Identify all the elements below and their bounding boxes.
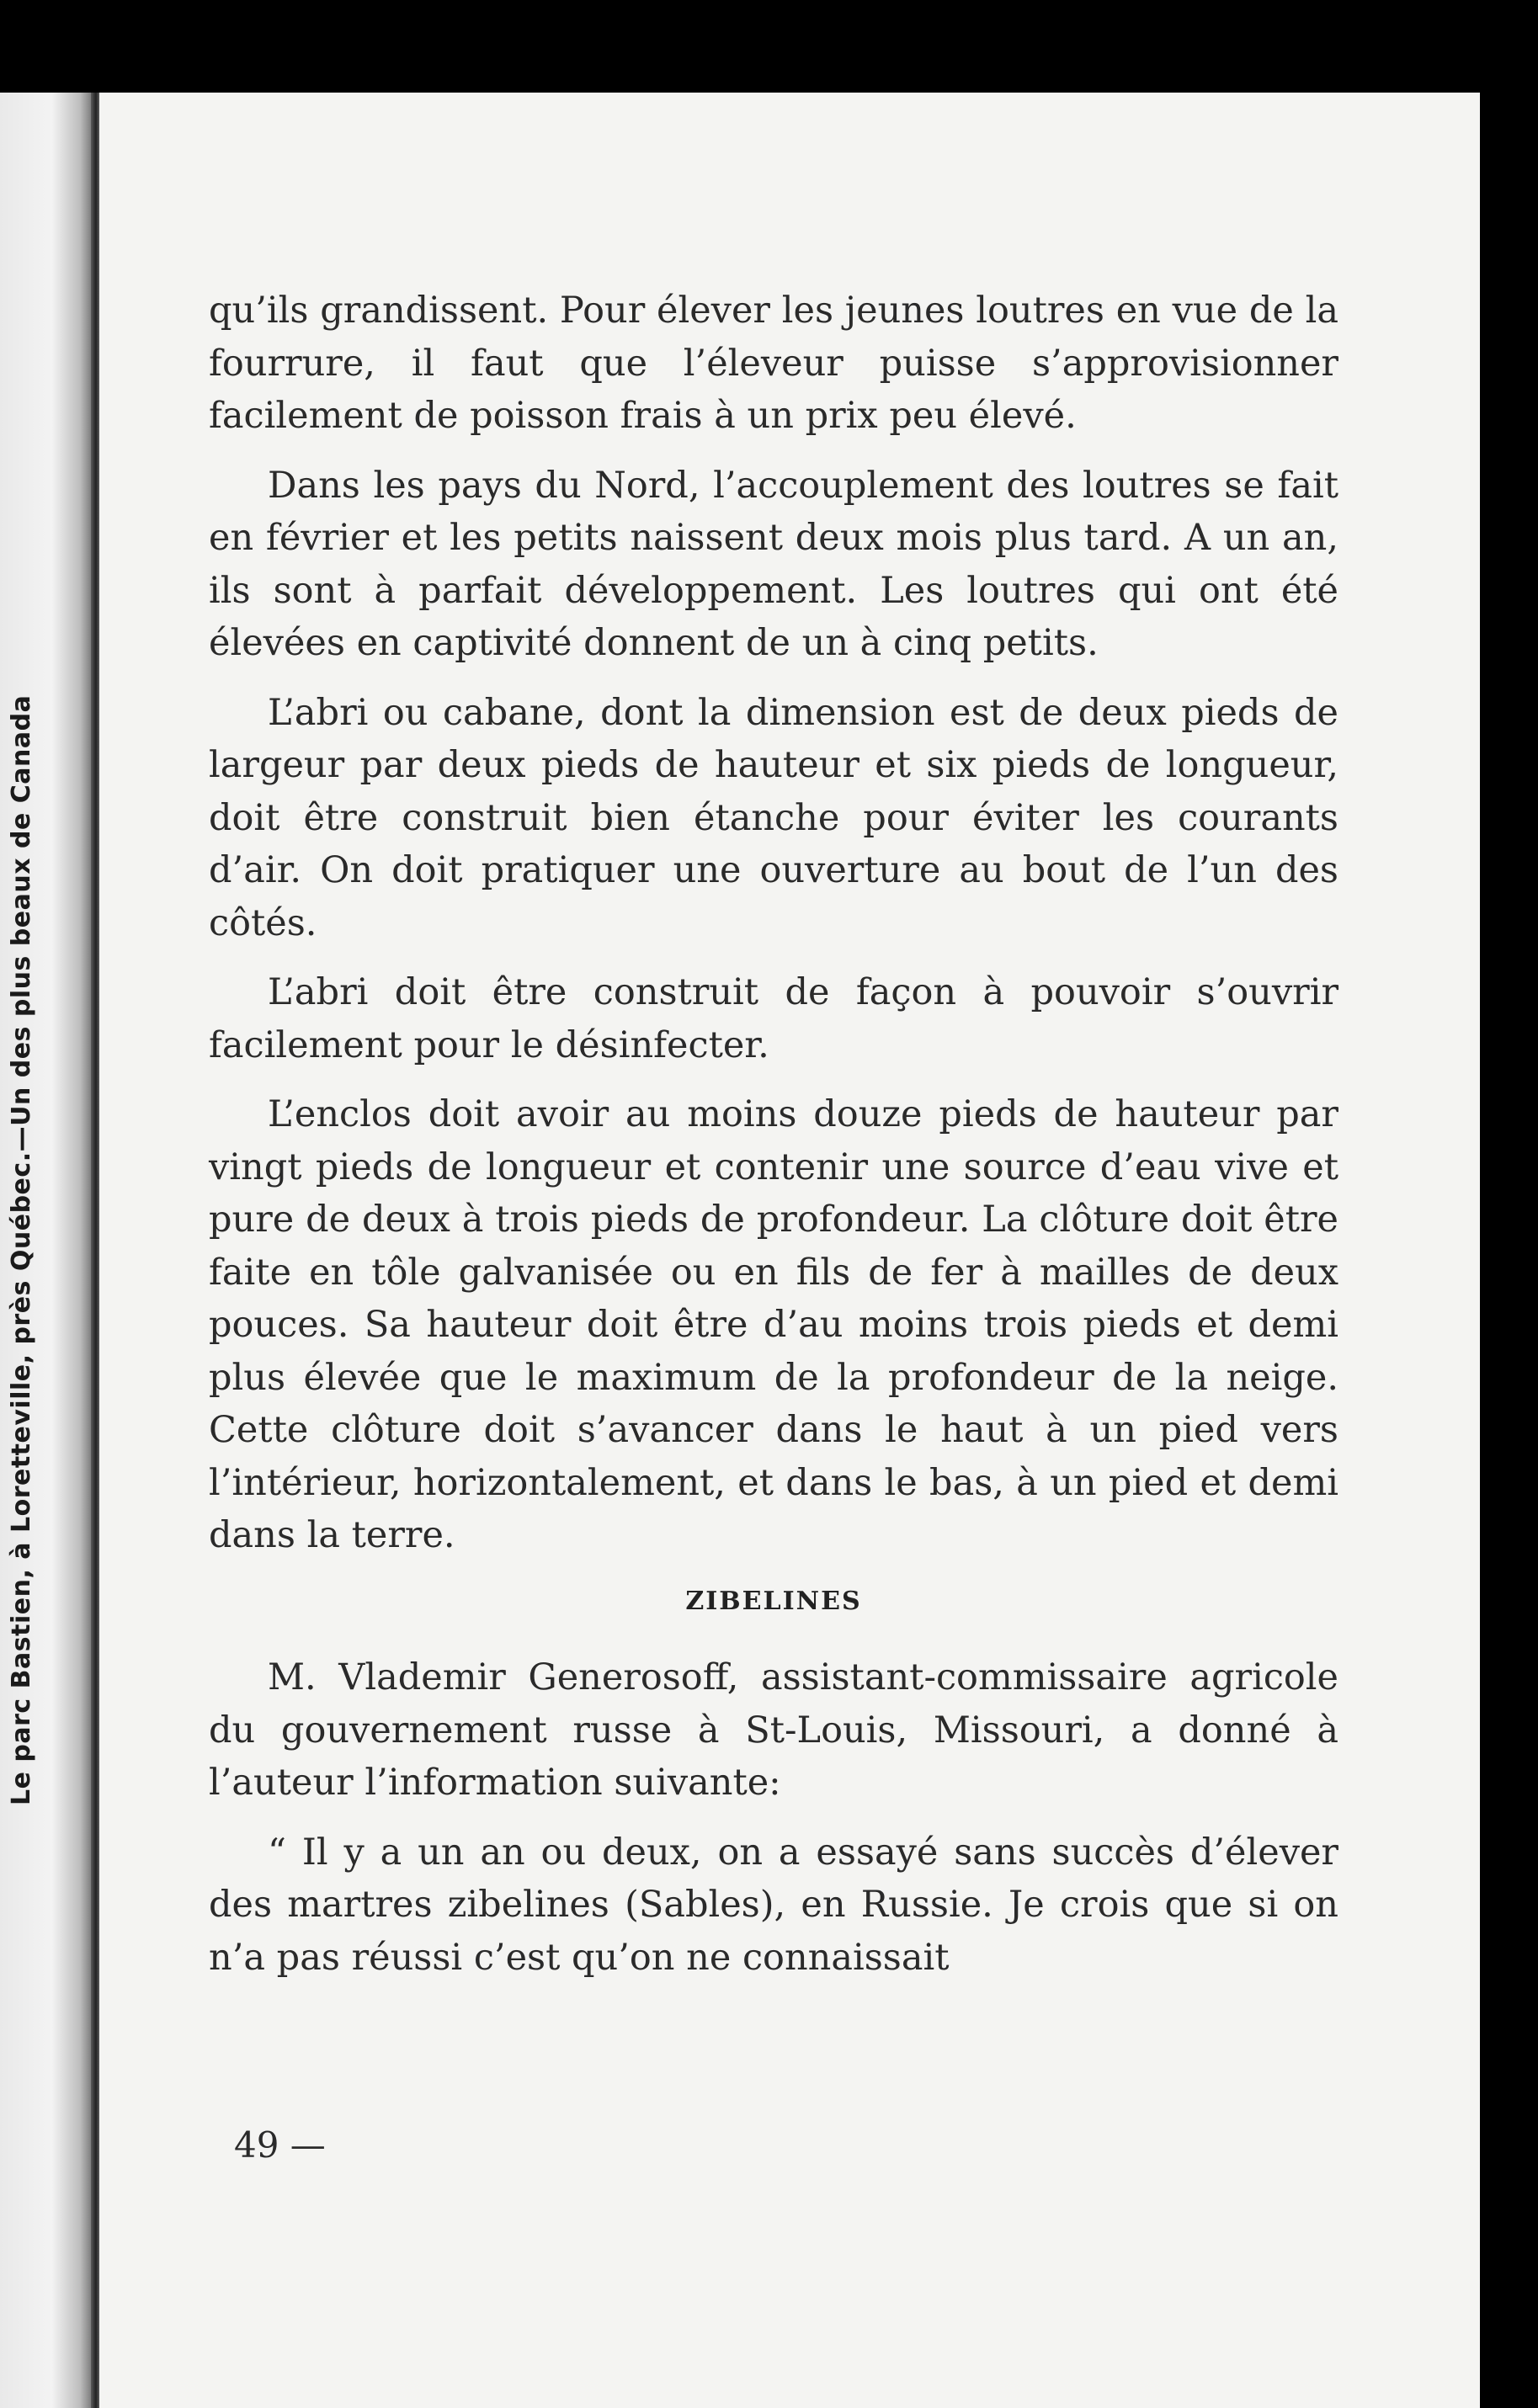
page-number: 49 — [234, 2124, 326, 2166]
section-paragraph-1: M. Vlademir Generosoff, assistant-commissaire agricole du gouvernement russe à St-Louis, Missouri, a donné à l’auteur l’information suivante: [209, 1656, 1338, 1804]
section-heading: ZIBELINES [685, 1586, 862, 1616]
page-body [209, 284, 1338, 2001]
book-page [99, 93, 1480, 2408]
previous-page-edge [0, 93, 94, 2408]
section-paragraph-2: “ Il y a un an ou deux, on a essayé sans succès d’élever des martres zibelines (Sables), en Russie. Je crois que si on n’a pas réussi c’est qu’on ne connaissait [209, 1831, 1338, 1979]
paragraph-2: Dans les pays du Nord, l’accouplement des loutres se fait en février et les petits naissent deux mois plus tard. A un an, ils sont à parfait développement. Les loutres qui ont été élevées en captivité donnent de un à cinq petits. [209, 464, 1338, 664]
paragraph-4: L’abri doit être construit de façon à pouvoir s’ouvrir facilement pour le désinfecter. [209, 971, 1338, 1066]
paragraph-3: L’abri ou cabane, dont la dimension est de deux pieds de largeur par deux pieds de hauteur et six pieds de longueur, doit être construit bien étanche pour éviter les courants d’air. On doit pratiquer une ouverture au bout de l’un des côtés. [209, 691, 1338, 944]
paragraph-5: L’enclos doit avoir au moins douze pieds de hauteur par vingt pieds de longueur et contenir une source d’eau vive et pure de deux à trois pieds de profondeur. La clôture doit être faite en tôle galvanisée ou en fils de fer à mailles de deux pouces. Sa hauteur doit être d’au moins trois pieds et demi plus élevée que le maximum de la profondeur de la neige. Cette clôture doit s’avancer dans le haut à un pied vers l’intérieur, horizontalement, et dans le bas, à un pied et demi dans la terre. [209, 1093, 1338, 1556]
spine-caption: Le parc Bastien, à Loretteville, près Québec.—Un des plus beaux de Canada [7, 694, 36, 1805]
paragraph-1: qu’ils grandissent. Pour élever les jeunes loutres en vue de la fourrure, il faut que l’éleveur puisse s’approvisionner facilement de poisson frais à un prix peu élevé. [209, 290, 1338, 437]
